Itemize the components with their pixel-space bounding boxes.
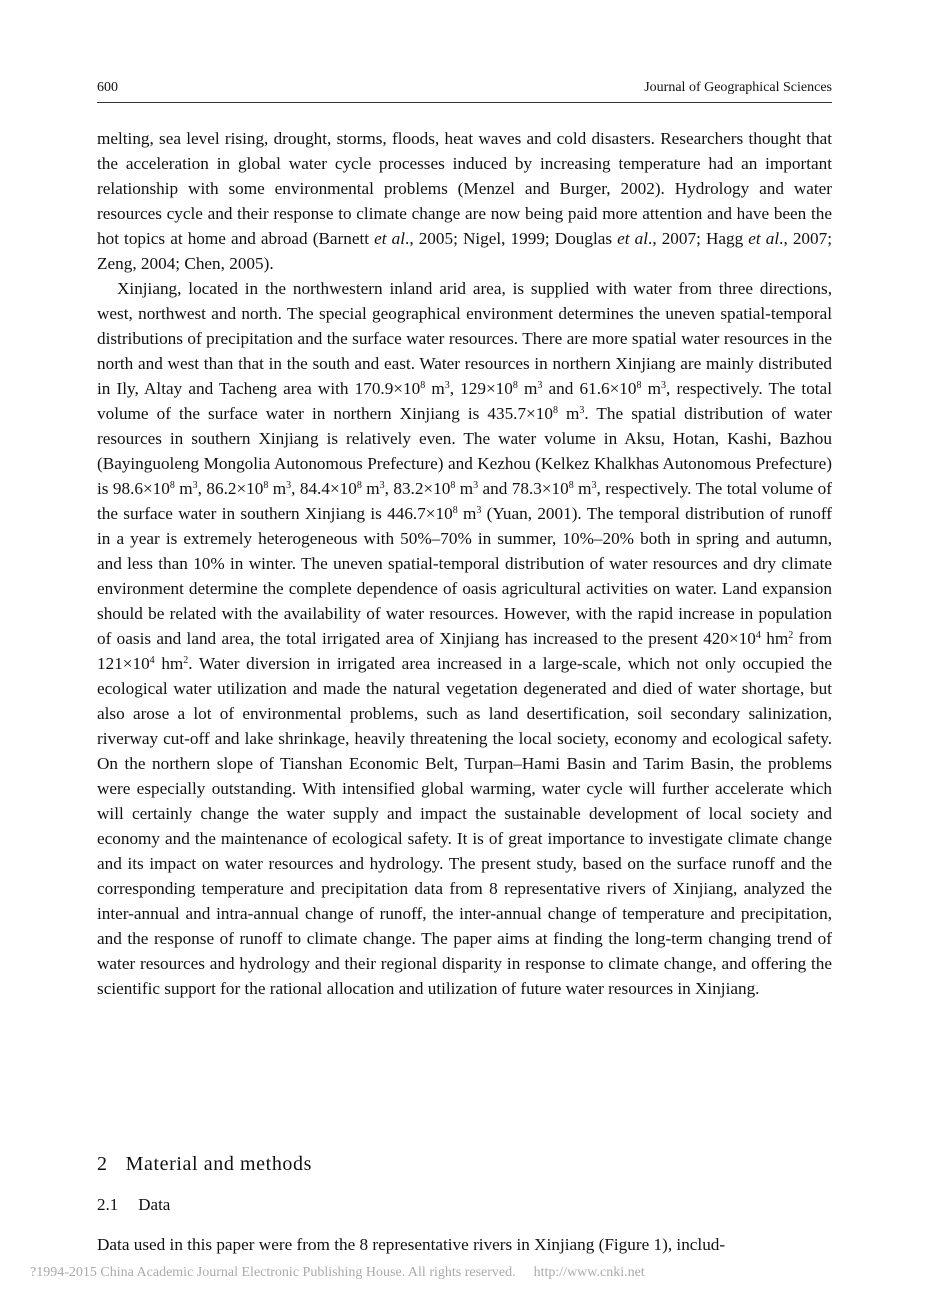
subsection-title: Data (138, 1195, 171, 1214)
paragraph-xinjiang-water-resources: Xinjiang, located in the northwestern inland arid area, is supplied with water from three directions, west, northwest and north. The special geographical environment determines the uneven spatial-temporal distributions of precipitation and the surface water resources. There are more spatial water resources in the north and west than that in the south and east. Water resources in northern Xinjiang are mainly distributed in Ily, Altay and Tacheng area with $170.9\times 10^8$ $m^3$, $129\times 10^8$ $m^3$ and $61.6\times 10^8$ $m^3$, respectively. The total volume of the surface water in northern Xinjiang is $435.7\times 10^8$ $m^3$. The spatial distribution of water resources in southern Xinjiang is relatively even. The water volume in Aksu, Hotan, Kashi, Bazhou (Bayinguoleng Mongolia Autonomous Prefecture) and Kezhou (Kelkez Khalkhas Autonomous Prefecture) is $98.6\times 10^8$ $m^3$, $86.2\times 10^8$ $m^3$, $84.4\times 10^8$ $m^3$, $83.2\times 10^8$ $m^3$ and $78.3\times 10^8$ $m^3$, respectively. The total volume of the surface water in southern Xinjiang is $446.7\times 10^8$ $m^3$ (Yuan, 2001). The temporal distribution of runoff in a year is extremely heterogeneous with 50%–70% in summer, 10%–20% both in spring and autumn, and less than 10% in winter. The uneven spatial-temporal distribution of water resources and dry climate environment determine the complete dependence of oasis agricultural activities on water. Land expansion should be related with the availability of water resources. However, with the rapid increase in population of oasis and land area, the total irrigated area of Xinjiang has increased to the present $420\times 10^4$ $hm^2$ from $121\times 10^4$ $hm^2$. Water diversion in irrigated area increased in a large-scale, which not only occupied the ecological water utilization and made the natural vegetation degenerated and died of water shortage, but also arose a lot of environmental problems, such as land desertification, soil secondary salinization, riverway cut-off and lake shrinkage, heavily threatening the local society, economy and ecological safety. On the northern slope of Tianshan Economic Belt, Turpan–Hami Basin and Tarim Basin, the problems were especially outstanding. With intensified global warming, water cycle will further accelerate which will certainly change the water supply and impact the sustainable development of local society and economy and the maintenance of ecological safety. It is of great importance to investigate climate change and its impact on water resources and hydrology. The present study, based on the surface runoff and the corresponding temperature and precipitation data from 8 representative rivers of Xinjiang, analyzed the inter-annual and intra-annual change of runoff, the inter-annual change of temperature and precipitation, and the response of runoff to climate change. The paper aims at finding the long-term changing trend of water resources and hydrology and their regional disparity in response to climate change, and offering the scientific support for the rational allocation and utilization of future water resources in Xinjiang. (97, 279, 832, 998)
section-heading-material-methods (97, 1153, 312, 1176)
subsection-number: 2.1 (97, 1195, 119, 1214)
footer-url: http://www.cnki.net (533, 1265, 645, 1280)
paragraph-intro-continued: melting, sea level rising, drought, storms, floods, heat waves and cold disasters. Researchers thought that the acceleration in global water cycle processes induced by increasing temperature had an important relationship with some environmental problems (Menzel and Burger, 2002). Hydrology and water resources cycle and their response to climate change are now being paid more attention and have been the hot topics at home and abroad (Barnett et al., 2005; Nigel, 1999; Douglas et al., 2007; Hagg et al., 2007; Zeng, 2004; Chen, 2005). (97, 129, 832, 273)
copyright-text: ?1994-2015 China Academic Journal Electronic Publishing House. All rights reserved. (30, 1265, 516, 1280)
section-number: 2 (97, 1153, 108, 1175)
journal-title: Journal of Geographical Sciences (644, 80, 832, 95)
running-header (97, 80, 832, 103)
subsection-heading-data (97, 1195, 170, 1215)
page-number: 600 (97, 80, 118, 95)
paragraph-data-sources: Data used in this paper were from the 8 representative rivers in Xinjiang (Figure 1), includ- (97, 1235, 726, 1254)
section-title: Material and methods (125, 1153, 313, 1175)
article-body (97, 126, 832, 1001)
copyright-footer (30, 1265, 645, 1281)
